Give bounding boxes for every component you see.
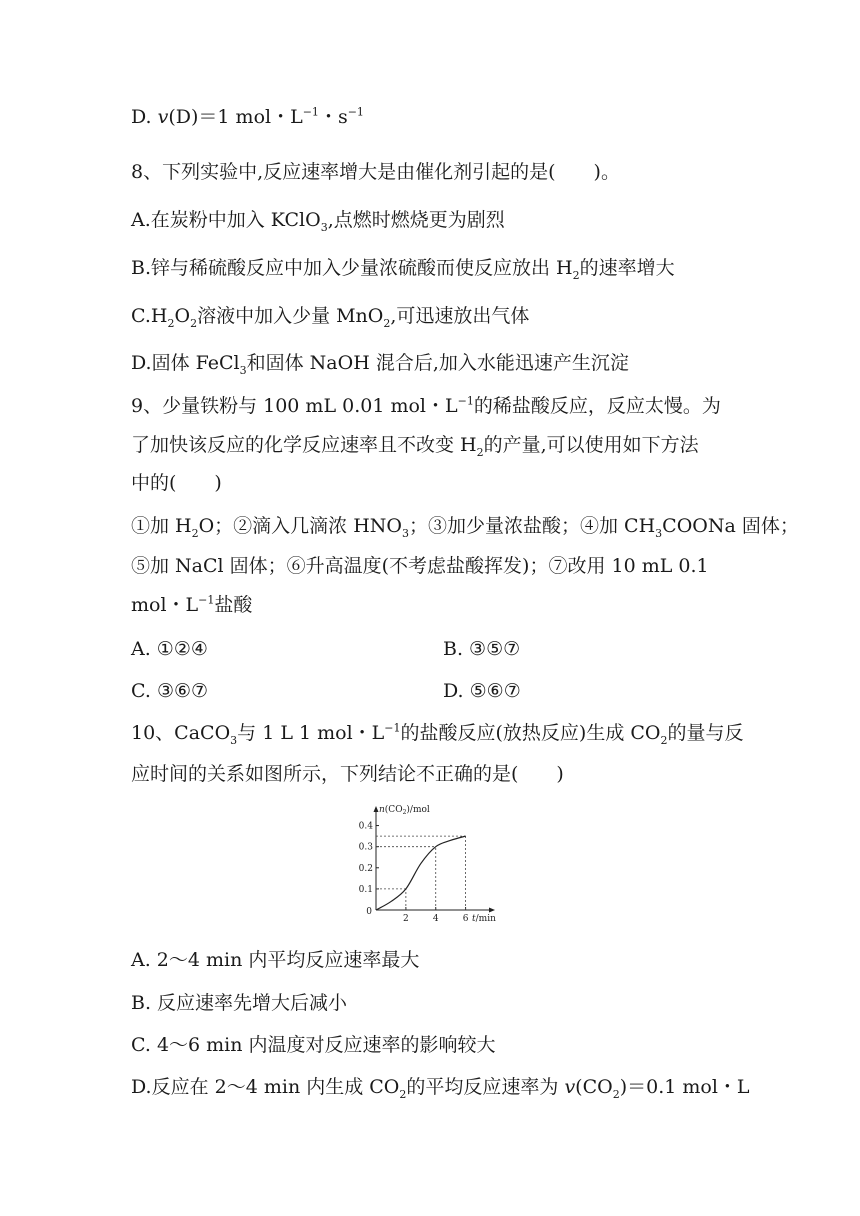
text: )＝0.1 mol・L — [619, 1076, 750, 1098]
prev-option-d — [131, 103, 364, 131]
text: C.H — [131, 305, 168, 327]
text: 和固体 NaOH 混合后,加入水能迅速产生沉淀 — [246, 352, 629, 374]
text: (D)＝1 mol・L — [168, 106, 303, 128]
text: ,点燃时燃烧更为剧烈 — [327, 209, 505, 231]
subscript: 2 — [190, 316, 198, 330]
text: 了加快该反应的化学反应速率且不改变 H — [131, 434, 477, 456]
q9-line-3: 中的( ) — [131, 472, 222, 494]
superscript: −1 — [457, 394, 474, 408]
q9-answer-d: D. ⑤⑥⑦ — [443, 680, 521, 702]
q8-option-c — [131, 302, 529, 330]
text: 盐酸 — [214, 594, 253, 616]
superscript: −1 — [198, 593, 215, 607]
q8-option-d — [131, 349, 629, 377]
text: 的产量,可以使用如下方法 — [483, 434, 699, 456]
x-tick-label: 2 — [402, 914, 409, 924]
y-tick-label: 0.4 — [358, 821, 373, 832]
series-line — [376, 836, 466, 910]
q10-option-c: C. 4～6 min 内温度对反应速率的影响较大 — [131, 1034, 496, 1056]
question-8: 8、下列实验中,反应速率增大是由催化剂引起的是( )。 — [131, 161, 620, 183]
subscript: 3 — [402, 526, 409, 540]
q10-line-1 — [131, 719, 744, 747]
y-axis-arrow — [374, 806, 379, 812]
text: 的量与反 — [667, 722, 744, 744]
subscript: 2 — [399, 1087, 407, 1101]
subscript: 2 — [383, 316, 391, 330]
text: ,可迅速放出气体 — [390, 305, 530, 327]
q8-option-b — [131, 254, 675, 282]
chart-labels — [359, 804, 496, 924]
text: 与 1 L 1 mol・L — [237, 722, 385, 744]
text: A.在炭粉中加入 KClO — [131, 209, 321, 231]
text: O — [174, 305, 191, 327]
text: 的稀盐酸反应，反应太慢。为 — [473, 395, 721, 417]
q10-line-2: 应时间的关系如图所示，下列结论不正确的是( ) — [131, 763, 564, 785]
text: ；③加少量浓盐酸；④加 CH — [409, 515, 656, 537]
y-tick-label: 0.1 — [358, 884, 373, 895]
text: 9、少量铁粉与 100 mL 0.01 mol・L — [131, 395, 458, 417]
q9-answer-row-2 — [131, 677, 521, 705]
text: D.固体 FeCl — [131, 352, 240, 374]
subscript: 3 — [230, 733, 238, 747]
chart-guides — [376, 836, 466, 910]
superscript: −1 — [384, 721, 401, 735]
y-tick-label: 0.3 — [358, 842, 373, 853]
subscript: 2 — [572, 268, 580, 282]
text: COONa 固体； — [662, 515, 799, 537]
text: mol・L — [131, 594, 199, 616]
subscript: 2 — [191, 526, 199, 540]
q10-option-a: A. 2～4 min 内平均反应速率最大 — [131, 949, 420, 971]
y-tick-label: 0.2 — [358, 863, 373, 874]
text: 的盐酸反应(放热反应)生成 CO — [400, 722, 661, 744]
x-tick-label: 4 — [432, 914, 439, 924]
subscript: 3 — [320, 220, 328, 234]
q8-option-a — [131, 206, 505, 234]
q9-answer-b: B. ③⑤⑦ — [443, 638, 521, 660]
q9-answer-a: A. ①②④ — [131, 638, 208, 660]
q9-answer-row-1 — [131, 635, 521, 663]
superscript: −1 — [347, 105, 364, 119]
text: D.反应在 2～4 min 内生成 CO — [131, 1076, 400, 1098]
co2-amount-chart — [348, 800, 498, 925]
origin-label: 0 — [366, 907, 372, 917]
chart-axes — [374, 806, 496, 913]
subscript: 3 — [655, 526, 663, 540]
text: O；②滴入几滴浓 HNO — [198, 515, 402, 537]
q10-option-b: B. 反应速率先增大后减小 — [131, 992, 348, 1014]
x-axis-label: t/min — [472, 914, 496, 924]
subscript: 2 — [612, 1087, 620, 1101]
subscript: 2 — [660, 733, 668, 747]
x-axis-arrow — [489, 908, 495, 913]
q9-options-line-1 — [131, 512, 799, 540]
q9-options-line-3 — [131, 591, 252, 619]
text: D. — [131, 106, 158, 128]
q9-line-2 — [131, 431, 699, 459]
subscript: 2 — [167, 316, 175, 330]
superscript: −1 — [302, 105, 319, 119]
q9-line-1 — [131, 392, 721, 420]
q9-options-line-2: ⑤加 NaCl 固体；⑥升高温度(不考虑盐酸挥发)；⑦改用 10 mL 0.1 — [131, 555, 709, 577]
text: v — [157, 106, 169, 128]
text: 10、CaCO — [131, 722, 231, 744]
text: 溶液中加入少量 MnO — [197, 305, 384, 327]
chart-series — [376, 836, 466, 910]
q9-answer-c: C. ③⑥⑦ — [131, 680, 209, 702]
text: 的速率增大 — [579, 257, 675, 279]
text: B.锌与稀硫酸反应中加入少量浓硫酸而使反应放出 H — [131, 257, 573, 279]
text: ①加 H — [131, 515, 192, 537]
subscript: 3 — [239, 363, 247, 377]
x-tick-label: 6 — [462, 914, 469, 924]
y-axis-label: $n(CO_2)$/mol — [379, 805, 430, 816]
text: v — [564, 1076, 576, 1098]
q10-option-d — [131, 1073, 750, 1101]
chart-svg — [348, 800, 498, 925]
text: ・s — [318, 106, 348, 128]
text: (CO — [575, 1076, 613, 1098]
text: 的平均反应速率为 — [406, 1076, 565, 1098]
subscript: 2 — [476, 445, 484, 459]
